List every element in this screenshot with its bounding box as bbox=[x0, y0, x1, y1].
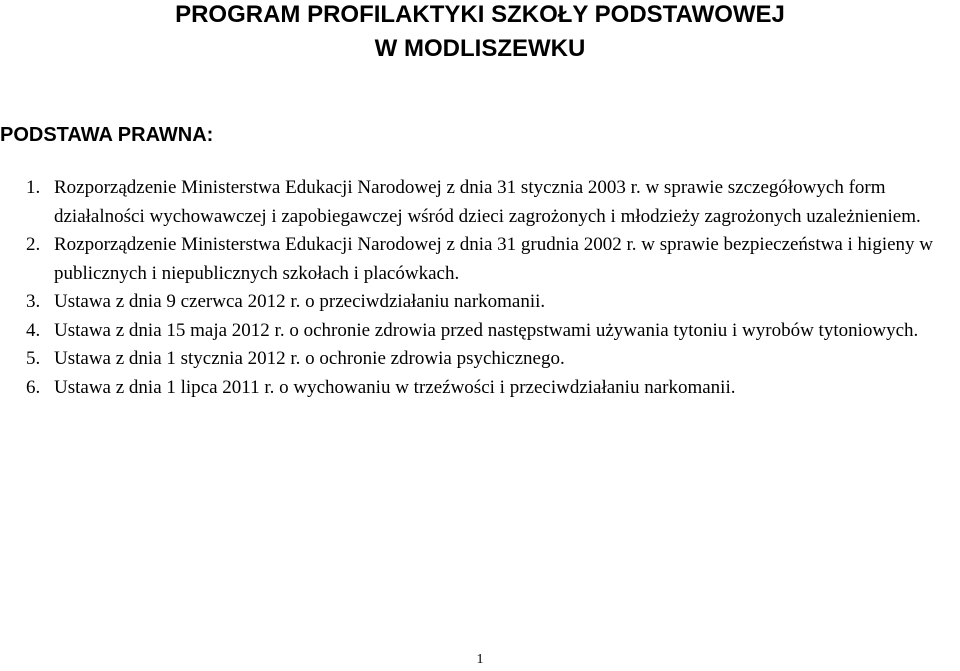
legal-basis-item-5 bbox=[26, 345, 956, 374]
legal-basis-item-3 bbox=[26, 288, 956, 317]
page-number: 1 bbox=[476, 652, 484, 667]
legal-basis-list bbox=[26, 174, 956, 402]
legal-basis-item-1 bbox=[26, 174, 956, 231]
legal-basis-text: Ustawa z dnia 1 lipca 2011 r. o wychowaniu w trzeźwości i przeciwdziałaniu narkomanii. bbox=[54, 376, 736, 398]
legal-basis-text: Rozporządzenie Ministerstwa Edukacji Narodowej z dnia 31 stycznia 2003 r. w sprawie szczegółowych form działalności wychowawczej i zapobiegawczej wśród dzieci zagrożonych i młodzieży zagrożonych uzależnieniem. bbox=[54, 177, 921, 227]
document-title-line-1: PROGRAM PROFILAKTYKI SZKOŁY PODSTAWOWEJ bbox=[175, 1, 785, 28]
legal-basis-number: 6. bbox=[26, 376, 41, 398]
legal-basis-text: Ustawa z dnia 9 czerwca 2012 r. o przeciwdziałaniu narkomanii. bbox=[54, 291, 546, 312]
document-title-line-2: W MODLISZEWKU bbox=[374, 35, 586, 62]
legal-basis-item-4 bbox=[26, 317, 956, 346]
legal-basis-number: 5. bbox=[26, 348, 41, 369]
legal-basis-item-6 bbox=[26, 374, 956, 403]
legal-basis-number: 2. bbox=[26, 234, 41, 255]
legal-basis-text: Ustawa z dnia 1 stycznia 2012 r. o ochronie zdrowia psychicznego. bbox=[54, 348, 565, 369]
legal-basis-number: 1. bbox=[26, 177, 41, 198]
legal-basis-item-2 bbox=[26, 231, 956, 288]
legal-basis-number: 4. bbox=[26, 319, 41, 341]
legal-basis-number: 3. bbox=[26, 291, 41, 312]
section-heading-legal-basis: PODSTAWA PRAWNA: bbox=[0, 124, 214, 146]
legal-basis-text: Ustawa z dnia 15 maja 2012 r. o ochronie zdrowia przed następstwami używania tytoniu i wyrobów tytoniowych. bbox=[54, 319, 919, 341]
legal-basis-text: Rozporządzenie Ministerstwa Edukacji Narodowej z dnia 31 grudnia 2002 r. w sprawie bezpieczeństwa i higieny w publicznych i niepublicznych szkołach i placówkach. bbox=[54, 234, 934, 284]
